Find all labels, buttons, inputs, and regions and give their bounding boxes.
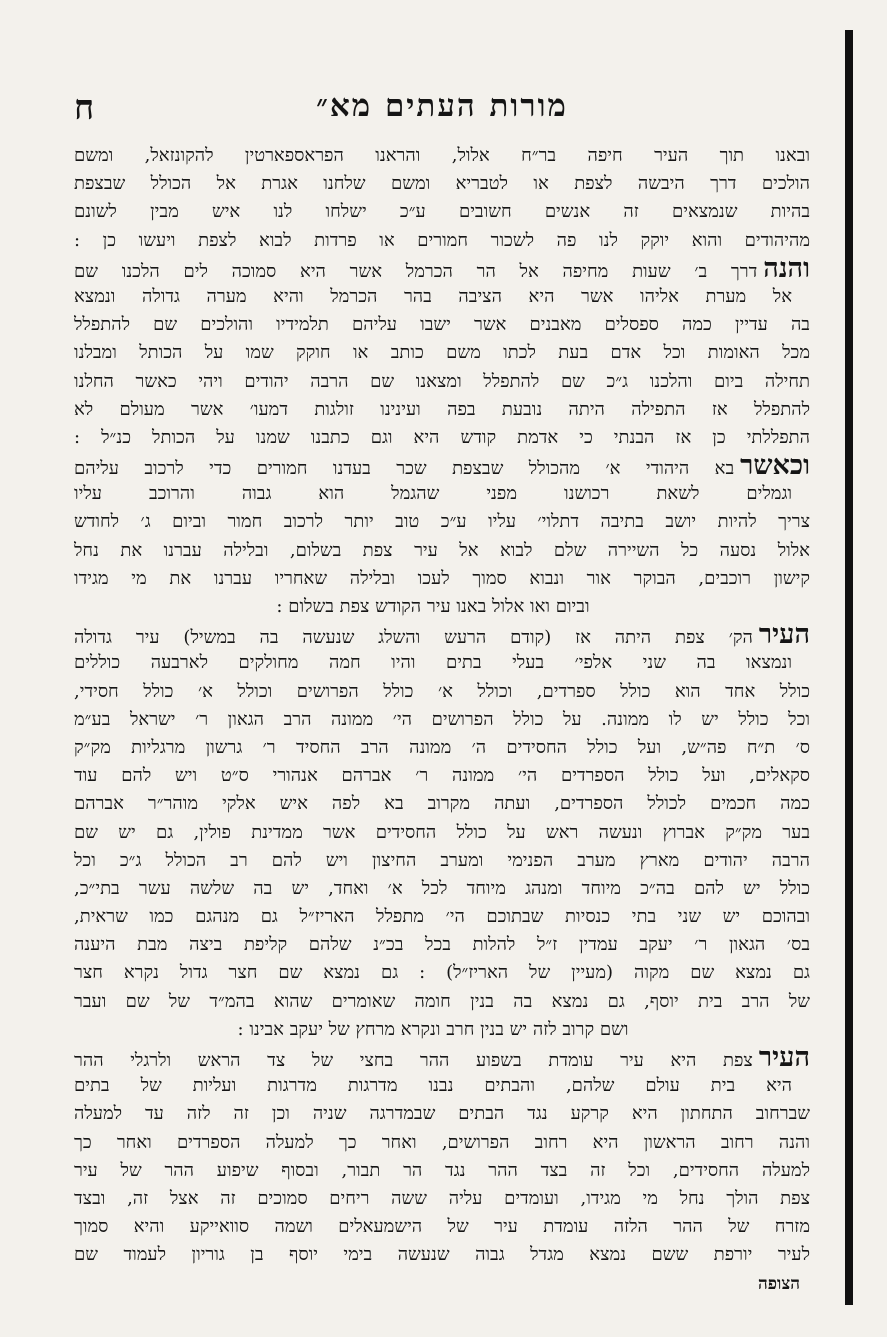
page-edge-shadow xyxy=(845,30,853,1305)
text-line xyxy=(74,903,810,931)
line-text: וגמלים לשאת רכושנו מפני שהגמל הוא גבוה והרוכב עליו xyxy=(74,483,792,505)
line-text: בער מק״ק אברוץ ונעשה ראש על כולל החסידים אשר ממדינת פולין, גם יש שם xyxy=(74,821,810,843)
line-text: קישון רוכבים, הבוקר אור ונבוא סמוך לעכו ובלילה שאחריו עברנו את מי מגידו xyxy=(74,567,810,589)
line-text: בס׳ הגאון ר׳ יעקב עמדין ז״ל להלות בכל בכ״נ שלהם קליפת ביצה מבת היענה xyxy=(74,934,810,956)
text-line xyxy=(74,875,810,903)
line-text: למעלה החסידים, וכל זה בצד ההר נגד הר תבור, ובסוף שיפוע ההר של עיר xyxy=(74,1159,810,1181)
line-text: שברחוב התחתון היא קרקע נגד הבתים שבמדרגה שניה וכן זה לזה עד למעלה xyxy=(74,1103,810,1125)
section-lead-word: וכאשר xyxy=(740,452,810,481)
text-line xyxy=(74,621,810,649)
text-line xyxy=(74,170,810,198)
text-line xyxy=(74,1213,810,1241)
section-lead-word: העיר xyxy=(758,621,810,650)
text-line xyxy=(74,1044,810,1072)
line-text: ובאנו תוך העיר חיפה בר״ח אלול, והראנו הפראספארטין להקונזאל, ומשם xyxy=(74,145,810,166)
line-text: צריך להיות יושב בתיבה דתלוי׳ עליו ע״כ טוב יותר לרכוב חמור וביום ג׳ לחודש xyxy=(74,511,810,533)
text-line xyxy=(74,819,810,847)
line-text: ובהוכם יש שני בתי כנסיות שבתוכם הי׳ מתפלל האריז״ל גם מנהגם כמו שראית, xyxy=(74,906,810,928)
line-text: מזרח של ההר הלזה עומדת עיר של הישמעאלים ושמה סוואייקע והיא סמוך xyxy=(74,1216,810,1238)
text-line xyxy=(74,593,810,621)
line-text: וביום ואו אלול באנו עיר הקודש צפת בשלום : xyxy=(276,596,590,617)
text-line xyxy=(74,1157,810,1185)
text-line xyxy=(74,565,810,593)
text-line xyxy=(74,1241,810,1269)
text-line xyxy=(74,1129,810,1157)
text-line xyxy=(74,508,810,536)
line-text: התפללתי כן אז הבנתי כי אדמת קודש היא וגם כתבנו שמנו על הכותל כנ״ל : xyxy=(74,426,810,448)
text-line xyxy=(74,734,810,762)
text-line xyxy=(74,537,810,565)
text-line xyxy=(74,480,810,508)
line-text: בא היהודי א׳ מהכולל שבצפת שכר בעדנו חמורים כדי לרכוב עליהם xyxy=(74,458,735,480)
body-text xyxy=(74,142,810,1270)
text-line xyxy=(74,762,810,790)
text-line xyxy=(74,790,810,818)
text-line xyxy=(74,142,810,170)
text-line xyxy=(74,1100,810,1128)
text-line xyxy=(74,678,810,706)
line-text: היא בית עולם שלהם, והבתים נבנו מדרגות מדרגות ועליות של בתים xyxy=(74,1075,792,1097)
text-line xyxy=(74,227,810,255)
catchword: הצופה xyxy=(757,1273,800,1294)
line-text: הולכים דרך היבשה לצפת או לטבריא ומשם שלחנו אגרת אל הכולל שבצפת xyxy=(74,173,810,195)
text-line xyxy=(74,649,810,677)
line-text: בהיות שנמצאים זה אנשים חשובים ע״כ ישלחו לנו איש מבין לשונם xyxy=(74,201,810,223)
text-line xyxy=(74,255,810,283)
text-line xyxy=(74,847,810,875)
text-line xyxy=(74,311,810,339)
line-text: גם נמצא שם מקוה (מעיין של האריז״ל) : גם נמצא שם חצר גדול נקרא חצר xyxy=(74,962,810,984)
page-number: ח xyxy=(74,88,95,128)
line-text: צפת היא עיר עומדת בשפוע ההר בחצי של צד הראש ולרגלי ההר xyxy=(74,1050,753,1071)
line-text: להתפלל אז התפילה היתה נובעת בפה ועינינו זולגות דמעו׳ אשר מעולם לא xyxy=(74,398,810,420)
line-text: תחילה ביום והלכנו ג״כ שם להתפלל ומצאנו שם הרבה יהודים ויהי כאשר החלנו xyxy=(74,370,810,392)
line-text: הק׳ צפת היתה אז (קודם הרעש והשלג שנעשה בה במשיל) עיר גדולה xyxy=(74,627,753,649)
text-line xyxy=(74,931,810,959)
line-text: והנה רחוב הראשון היא רחוב הפרושים, ואחר כך למעלה הספרדים ואחר כך xyxy=(74,1131,810,1153)
line-text: אל מערת אליהו אשר היא הציבה בהר הכרמל והיא מערה גדולה ונמצא xyxy=(74,285,792,307)
line-text: ושם קרוב לזה יש בנין חרב ונקרא מרחץ של יעקב אבינו : xyxy=(237,1018,629,1040)
line-text: ונמצאו בה שני אלפי׳ בעלי בתים והיו חמה מחולקים לארבעה כוללים xyxy=(74,652,792,674)
text-line xyxy=(74,283,810,311)
text-line xyxy=(74,339,810,367)
book-page xyxy=(74,88,810,1298)
line-text: מהיהודים והוא יוקק לנו פה לשכור חמורים או פרדות לבוא לצפת ויעשו כן : xyxy=(74,229,810,251)
line-text: וכל כולל יש לו ממונה. על כולל הפרושים הי׳ ממונה הרב הגאון ר׳ ישראל בע״מ xyxy=(74,708,810,730)
text-line xyxy=(74,706,810,734)
text-line xyxy=(74,424,810,452)
line-text: הרבה יהודים מארץ מערב הפנימי ומערב החיצון ויש להם רב הכולל ג״כ וכל xyxy=(74,849,810,871)
page-header xyxy=(74,88,810,132)
line-text: של הרב בית יוסף, גם נמצא בה בנין חומה שאומרים שהוא בהמ״ד של שם ועבר xyxy=(74,990,810,1012)
line-text: כמה חכמים לכולל הספרדים, ועתה מקרוב בא לפה איש אלקי מוהר״ר אברהם xyxy=(74,793,810,815)
line-text: ס׳ ת״ח פה״ש, ועל כולל החסידים ה׳ ממונה הרב החסיד ר׳ גרשון מרגליות מק״ק xyxy=(74,736,810,758)
text-line xyxy=(74,452,810,480)
section-lead-word: והנה xyxy=(763,254,810,283)
text-line xyxy=(74,198,810,226)
line-text: אלול נסעה כל השיירה שלם לבוא אל עיר צפת בשלום, ובלילה עברנו את נחל xyxy=(74,539,810,561)
section-lead-word: העיר xyxy=(758,1044,810,1073)
line-text: לעיר יורפת ששם נמצא מגדל גבוה שנעשה בימי יוסף בן גוריון לעמוד שם xyxy=(74,1244,810,1266)
text-line xyxy=(74,1016,810,1044)
line-text: מכל האומות וכל אדם בעת לכתו משם כותב או חוקק שמו על הכותל ומבלנו xyxy=(74,342,810,364)
text-line xyxy=(74,396,810,424)
text-line xyxy=(74,988,810,1016)
line-text: בה עדיין כמה ספסלים מאבנים אשר ישבו עליהם תלמידיו והולכים שם להתפלל xyxy=(74,314,810,336)
line-text: סקאלים, ועל כולל הספרדים הי׳ ממונה ר׳ אברהם אנהורי ס״ט ויש להם עוד xyxy=(74,765,810,787)
text-line xyxy=(74,368,810,396)
text-line xyxy=(74,1185,810,1213)
line-text: כולל יש להם בה״כ מיוחד ומנהג מיוחד לכל א׳ ואחד, יש בה שלשה עשר בתי״כ, xyxy=(74,877,810,899)
line-text: דרך ב׳ שעות מחיפה אל הר הכרמל אשר היא סמוכה לים הלכנו שם xyxy=(74,260,758,282)
text-line xyxy=(74,959,810,987)
line-text: כולל אחד הוא כולל ספרדים, וכולל א׳ כולל הפרושים וכולל א׳ כולל חסידי, xyxy=(74,680,810,702)
text-line xyxy=(74,1072,810,1100)
line-text: צפת הולך נחל מי מגידו, ועומדים עליה ששה ריחים סמוכים זה אצל זה, ובצד xyxy=(74,1187,810,1209)
running-title: מורות העתים מא״ xyxy=(316,88,568,124)
